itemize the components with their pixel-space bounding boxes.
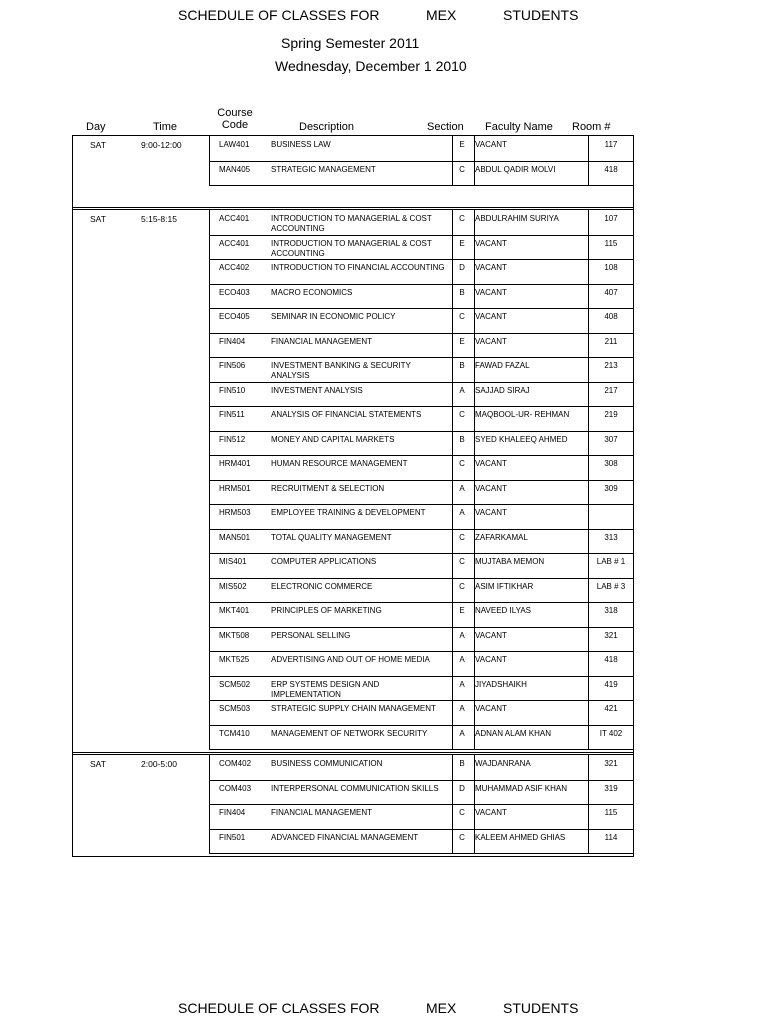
row-divider: [209, 185, 633, 186]
description-cell: ERP SYSTEMS DESIGN AND IMPLEMENTATION: [271, 679, 380, 699]
faculty-cell: NAVEED ILYAS: [475, 606, 532, 615]
table-row: [209, 308, 633, 333]
col-header-section: Section: [427, 121, 464, 133]
description-cell: RECRUITMENT & SELECTION: [271, 483, 385, 493]
col-header-day: Day: [86, 121, 106, 133]
faculty-cell: VACANT: [475, 483, 507, 493]
room-cell: 213: [604, 361, 618, 370]
room-cell: LAB # 1: [596, 557, 626, 566]
table-row: [209, 136, 633, 161]
description-cell: INVESTMENT ANALYSIS: [271, 385, 363, 395]
block-day: SAT: [90, 759, 106, 769]
table-row: [209, 700, 633, 725]
description-cell: MONEY AND CAPITAL MARKETS: [271, 434, 395, 444]
room-cell: 114: [604, 832, 618, 842]
room-cell: 419: [604, 679, 618, 689]
description-cell: FINANCIAL MANAGEMENT: [271, 808, 373, 817]
course-code-cell: MKT508: [219, 630, 250, 640]
section-cell: B: [459, 434, 465, 444]
description-cell: HUMAN RESOURCE MANAGEMENT: [271, 459, 408, 468]
section-cell: E: [459, 140, 465, 149]
room-cell: 107: [604, 214, 618, 223]
faculty-cell: VACANT: [475, 263, 507, 272]
table-row: [209, 602, 633, 627]
table-row: [209, 431, 633, 456]
course-code-cell: HRM501: [219, 483, 251, 493]
section-cell: A: [459, 508, 465, 517]
course-code-cell: COM402: [219, 759, 252, 768]
description-cell: ELECTRONIC COMMERCE: [271, 581, 373, 591]
title-program: MEX: [426, 7, 457, 23]
section-cell: E: [459, 606, 465, 615]
footer-title-suffix: STUDENTS: [503, 1000, 579, 1016]
table-row: [209, 804, 633, 829]
col-header-course-code: Course Code: [217, 107, 253, 131]
room-cell: IT 402: [599, 728, 623, 738]
section-cell: D: [459, 263, 465, 272]
room-cell: 408: [604, 312, 618, 321]
course-code-cell: FIN512: [219, 434, 246, 444]
course-code-cell: TCM410: [219, 728, 250, 738]
table-row: [209, 755, 633, 780]
faculty-cell: VACANT: [475, 336, 507, 346]
course-code-cell: MAN501: [219, 532, 251, 542]
table-row: [209, 676, 633, 701]
table-row: [209, 406, 633, 431]
table-row: [209, 504, 633, 529]
description-cell: INTRODUCTION TO MANAGERIAL & COST ACCOUNTING: [271, 214, 432, 233]
section-cell: A: [459, 704, 465, 713]
room-cell: 313: [604, 532, 618, 542]
room-cell: 117: [604, 140, 618, 149]
section-cell: C: [459, 581, 465, 591]
course-code-cell: FIN511: [219, 410, 245, 419]
description-cell: BUSINESS LAW: [271, 140, 331, 149]
course-code-cell: COM403: [219, 783, 252, 793]
section-cell: C: [459, 808, 465, 817]
description-cell: PERSONAL SELLING: [271, 630, 351, 640]
room-cell: 217: [604, 385, 618, 395]
description-cell: MANAGEMENT OF NETWORK SECURITY: [271, 728, 428, 738]
table-row: [209, 284, 633, 309]
description-cell: MACRO ECONOMICS: [271, 287, 353, 297]
room-cell: 115: [604, 808, 618, 817]
faculty-cell: VACANT: [475, 287, 507, 297]
block-day: SAT: [90, 140, 106, 150]
room-cell: LAB # 3: [596, 581, 626, 591]
table-row: [209, 780, 633, 805]
faculty-cell: ADNAN ALAM KHAN: [475, 728, 552, 738]
section-cell: A: [459, 630, 465, 640]
faculty-cell: VACANT: [475, 459, 507, 468]
description-cell: INTERPERSONAL COMMUNICATION SKILLS: [271, 783, 439, 793]
faculty-cell: ABDULRAHIM SURIYA: [475, 214, 559, 223]
section-cell: C: [459, 312, 465, 321]
section-cell: A: [459, 385, 465, 395]
room-cell: 407: [604, 287, 618, 297]
room-cell: 318: [604, 606, 618, 615]
section-cell: C: [459, 410, 465, 419]
course-code-cell: LAW401: [219, 140, 250, 149]
table-row: [209, 651, 633, 676]
section-cell: A: [459, 679, 465, 689]
faculty-cell: VACANT: [475, 238, 507, 248]
description-cell: STRATEGIC MANAGEMENT: [271, 164, 376, 174]
title-suffix: STUDENTS: [503, 7, 579, 23]
faculty-cell: ABDUL QADIR MOLVI: [475, 164, 556, 174]
section-cell: C: [459, 214, 465, 223]
course-code-cell: ECO403: [219, 287, 250, 297]
table-row: [209, 829, 633, 854]
faculty-cell: VACANT: [475, 140, 507, 149]
section-cell: B: [459, 361, 465, 370]
description-cell: INTRODUCTION TO MANAGERIAL & COST ACCOUNTING: [271, 238, 432, 258]
row-divider: [209, 749, 633, 750]
course-code-cell: SCM502: [219, 679, 251, 689]
room-cell: 219: [604, 410, 618, 419]
room-cell: 211: [604, 336, 618, 346]
description-cell: STRATEGIC SUPPLY CHAIN MANAGEMENT: [271, 704, 436, 713]
footer-title-program: MEX: [426, 1000, 457, 1016]
description-cell: INVESTMENT BANKING & SECURITY ANALYSIS: [271, 361, 411, 380]
description-cell: ADVANCED FINANCIAL MANAGEMENT: [271, 832, 419, 842]
section-cell: A: [459, 728, 465, 738]
faculty-cell: MAQBOOL-UR- REHMAN: [475, 410, 570, 419]
section-cell: C: [459, 164, 465, 174]
table-row: [209, 235, 633, 260]
room-cell: 418: [604, 164, 618, 174]
course-code-cell: HRM503: [219, 508, 251, 517]
course-code-cell: ACC401: [219, 238, 250, 248]
faculty-cell: JIYADSHAIKH: [475, 679, 527, 689]
room-cell: 321: [604, 759, 618, 768]
faculty-cell: VACANT: [475, 630, 507, 640]
section-cell: C: [459, 557, 465, 566]
room-cell: 115: [604, 238, 618, 248]
faculty-cell: VACANT: [475, 508, 507, 517]
room-cell: 418: [604, 655, 618, 664]
course-code-cell: FIN501: [219, 832, 246, 842]
row-divider: [209, 853, 633, 854]
col-header-room: Room #: [572, 121, 611, 133]
table-row: [209, 357, 633, 382]
description-cell: INTRODUCTION TO FINANCIAL ACCOUNTING: [271, 263, 445, 272]
course-code-cell: FIN510: [219, 385, 246, 395]
room-cell: 319: [604, 783, 618, 793]
col-header-description: Description: [299, 121, 355, 133]
course-code-cell: ECO405: [219, 312, 250, 321]
description-cell: ADVERTISING AND OUT OF HOME MEDIA: [271, 655, 430, 664]
room-cell: 108: [604, 263, 618, 272]
table-row: [209, 578, 633, 603]
faculty-cell: ASIM IFTIKHAR: [475, 581, 534, 591]
table-row: [209, 259, 633, 284]
section-cell: D: [459, 783, 465, 793]
section-cell: A: [459, 483, 465, 493]
course-code-cell: ACC402: [219, 263, 250, 272]
description-cell: TOTAL QUALITY MANAGEMENT: [271, 532, 392, 542]
section-cell: B: [459, 287, 465, 297]
description-cell: FINANCIAL MANAGEMENT: [271, 336, 373, 346]
schedule-table: [72, 135, 634, 857]
section-cell: C: [459, 459, 465, 468]
room-cell: 309: [604, 483, 618, 493]
course-code-cell: MIS401: [219, 557, 247, 566]
course-code-cell: FIN404: [219, 808, 246, 817]
section-cell: E: [459, 336, 465, 346]
course-code-cell: ACC401: [219, 214, 250, 223]
block-time: 5:15-8:15: [141, 214, 177, 224]
description-cell: PRINCIPLES OF MARKETING: [271, 606, 382, 615]
faculty-cell: VACANT: [475, 808, 507, 817]
semester-heading: Spring Semester 2011: [281, 35, 420, 51]
section-cell: C: [459, 532, 465, 542]
course-code-cell: MIS502: [219, 581, 247, 591]
course-code-cell: FIN506: [219, 361, 246, 370]
description-cell: BUSINESS COMMUNICATION: [271, 759, 383, 768]
faculty-cell: KALEEM AHMED GHIAS: [475, 832, 566, 842]
table-row: [209, 480, 633, 505]
table-row: [209, 210, 633, 235]
room-cell: 321: [604, 630, 618, 640]
faculty-cell: ZAFARKAMAL: [475, 532, 528, 542]
faculty-cell: VACANT: [475, 312, 507, 321]
table-row: [209, 161, 633, 186]
faculty-cell: MUJTABA MEMON: [475, 557, 545, 566]
course-code-cell: MKT401: [219, 606, 250, 615]
section-cell: E: [459, 238, 465, 248]
table-row: [209, 333, 633, 358]
faculty-cell: VACANT: [475, 704, 507, 713]
description-cell: SEMINAR IN ECONOMIC POLICY: [271, 312, 396, 321]
course-code-cell: MAN405: [219, 164, 251, 174]
footer-title-prefix: SCHEDULE OF CLASSES FOR: [178, 1000, 380, 1016]
faculty-cell: MUHAMMAD ASIF KHAN: [475, 783, 568, 793]
section-cell: C: [459, 832, 465, 842]
title-prefix: SCHEDULE OF CLASSES FOR: [178, 7, 380, 23]
faculty-cell: FAWAD FAZAL: [475, 361, 530, 370]
description-cell: EMPLOYEE TRAINING & DEVELOPMENT: [271, 508, 426, 517]
block-day: SAT: [90, 214, 106, 224]
course-code-cell: SCM503: [219, 704, 251, 713]
room-cell: 308: [604, 459, 618, 468]
section-cell: B: [459, 759, 465, 768]
course-code-cell: MKT525: [219, 655, 250, 664]
room-cell: 421: [604, 704, 618, 713]
course-code-cell: HRM401: [219, 459, 251, 468]
faculty-cell: VACANT: [475, 655, 507, 664]
faculty-cell: SYED KHALEEQ AHMED: [475, 434, 568, 444]
block-time: 2:00-5:00: [141, 759, 177, 769]
col-header-faculty: Faculty Name: [485, 121, 553, 133]
table-row: [209, 529, 633, 554]
section-cell: A: [459, 655, 465, 664]
table-row: [209, 382, 633, 407]
faculty-cell: SAJJAD SIRAJ: [475, 385, 530, 395]
table-row: [209, 725, 633, 750]
date-heading: Wednesday, December 1 2010: [275, 58, 467, 74]
col-header-time: Time: [153, 121, 178, 133]
table-row: [209, 455, 633, 480]
description-cell: ANALYSIS OF FINANCIAL STATEMENTS: [271, 410, 422, 419]
table-row: [209, 627, 633, 652]
description-cell: COMPUTER APPLICATIONS: [271, 557, 377, 566]
block-time: 9:00-12:00: [141, 140, 182, 150]
course-code-cell: FIN404: [219, 336, 246, 346]
table-row: [209, 553, 633, 578]
faculty-cell: WAJDANRANA: [475, 759, 531, 768]
room-cell: 307: [604, 434, 618, 444]
